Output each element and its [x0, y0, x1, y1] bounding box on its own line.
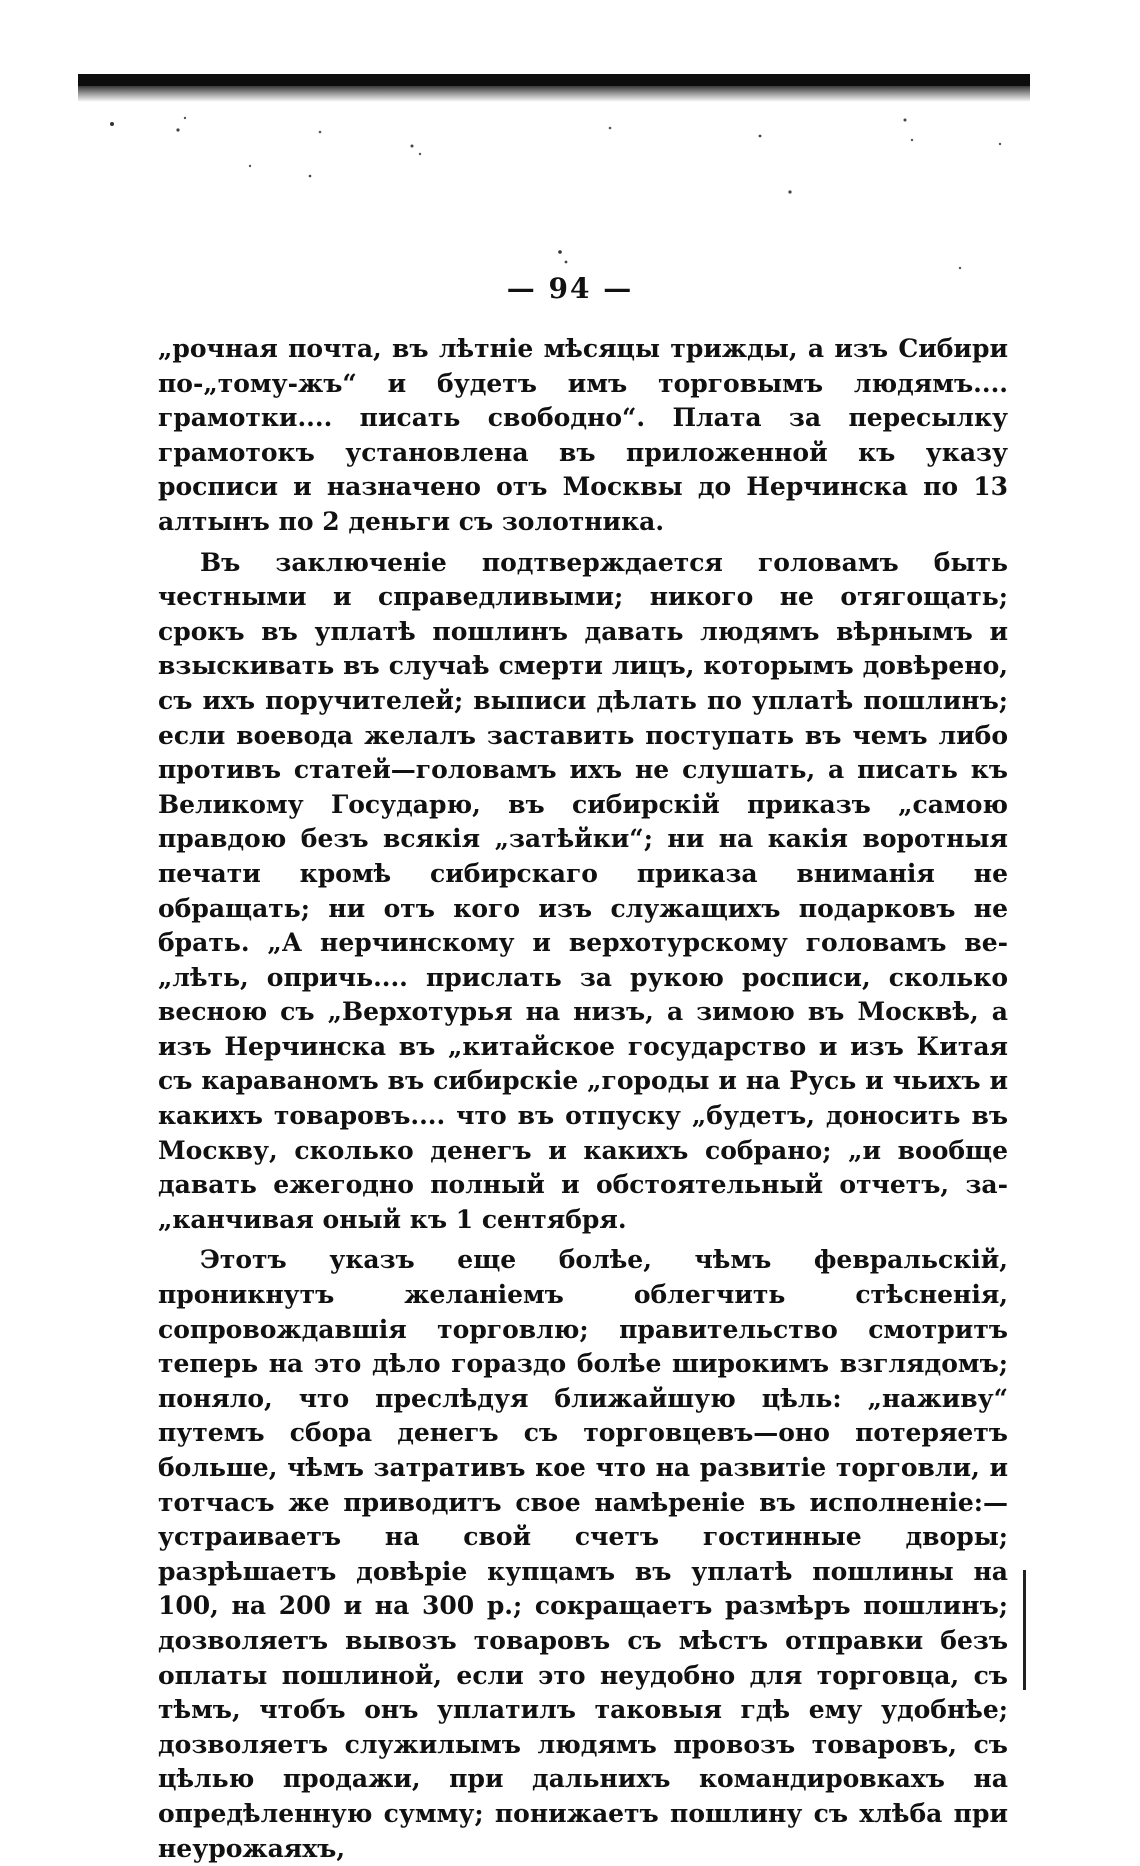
- paragraph-3: Этотъ указъ еще болѣе, чѣмъ февральскій, проникнутъ желаніемъ облегчить стѣсненія, сопровождавшія торговлю; правительство смотритъ теперь на это дѣло гораздо болѣе широкимъ взглядомъ; поняло, что преслѣдуя ближайшую цѣль: „наживу“ путемъ сбора денегъ съ торговцевъ—оно потеряетъ больше, чѣмъ затративъ кое что на развитіе торговли, и тотчасъ же приводитъ свое намѣреніе въ исполненіе:—устраиваетъ на свой счетъ гостинные дворы; разрѣшаетъ довѣріе купцамъ въ уплатѣ пошлины на 100, на 200 и на 300 р.; сокращаетъ размѣръ пошлинъ; дозволяетъ вывозъ товаровъ съ мѣстъ отправки безъ оплаты пошлиной, если это неудобно для торговца, съ тѣмъ, чтобъ онъ уплатилъ таковыя гдѣ ему удобнѣе; дозволяетъ служилымъ людямъ провозъ товаровъ, съ цѣлью продажи, при дальнихъ командировкахъ на опредѣленную сумму; понижаетъ пошлину съ хлѣба при неурожаяхъ,: [158, 1245, 1008, 1863]
- paragraph-1: „рочная почта, въ лѣтніе мѣсяцы трижды, а изъ Сибири по-„тому-жъ“ и будетъ имъ торговымъ людямъ.... грамотки.... писать свободно“. Плата за пересылку грамотокъ установлена въ приложенной къ указу росписи и назначено отъ Москвы до Нерчинска по 13 алтынъ по 2 деньги съ золотника.: [158, 334, 1008, 536]
- scan-specks: [0, 100, 1140, 280]
- right-margin-line: [1023, 1570, 1026, 1690]
- page-number: — 94 —: [506, 272, 634, 305]
- top-rule: [78, 74, 1030, 86]
- body-text: [158, 332, 1008, 1866]
- paragraph-2: Въ заключеніе подтверждается головамъ быть честными и справедливыми; никого не отягощать; срокъ въ уплатѣ пошлинъ давать людямъ вѣрнымъ и взыскивать въ случаѣ смерти лицъ, которымъ довѣрено, съ ихъ поручителей; выписи дѣлать по уплатѣ пошлинъ; если воевода желалъ заставить поступать въ чемъ либо противъ статей—головамъ ихъ не слушать, а писать къ Великому Государю, въ сибирскій приказъ „самою правдою безъ всякія „затѣйки“; ни на какія воротныя печати кромѣ сибирскаго приказа вниманія не обращать; ни отъ кого изъ служащихъ подарковъ не брать. „А нерчинскому и верхотурскому головамъ ве-„лѣть, опричь.... прислать за рукою росписи, сколько весною съ „Верхотурья на низъ, а зимою въ Москвѣ, а изъ Нерчинска въ „китайское государство и изъ Китая съ караваномъ въ сибирскіе „городы и на Русь и чьихъ и какихъ товаровъ.... что въ отпуску „будетъ, доносить въ Москву, сколько денегъ и какихъ собрано; „и вообще давать ежегодно полный и обстоятельный отчетъ, за-„канчивая оный къ 1 сентября.: [158, 547, 1008, 1234]
